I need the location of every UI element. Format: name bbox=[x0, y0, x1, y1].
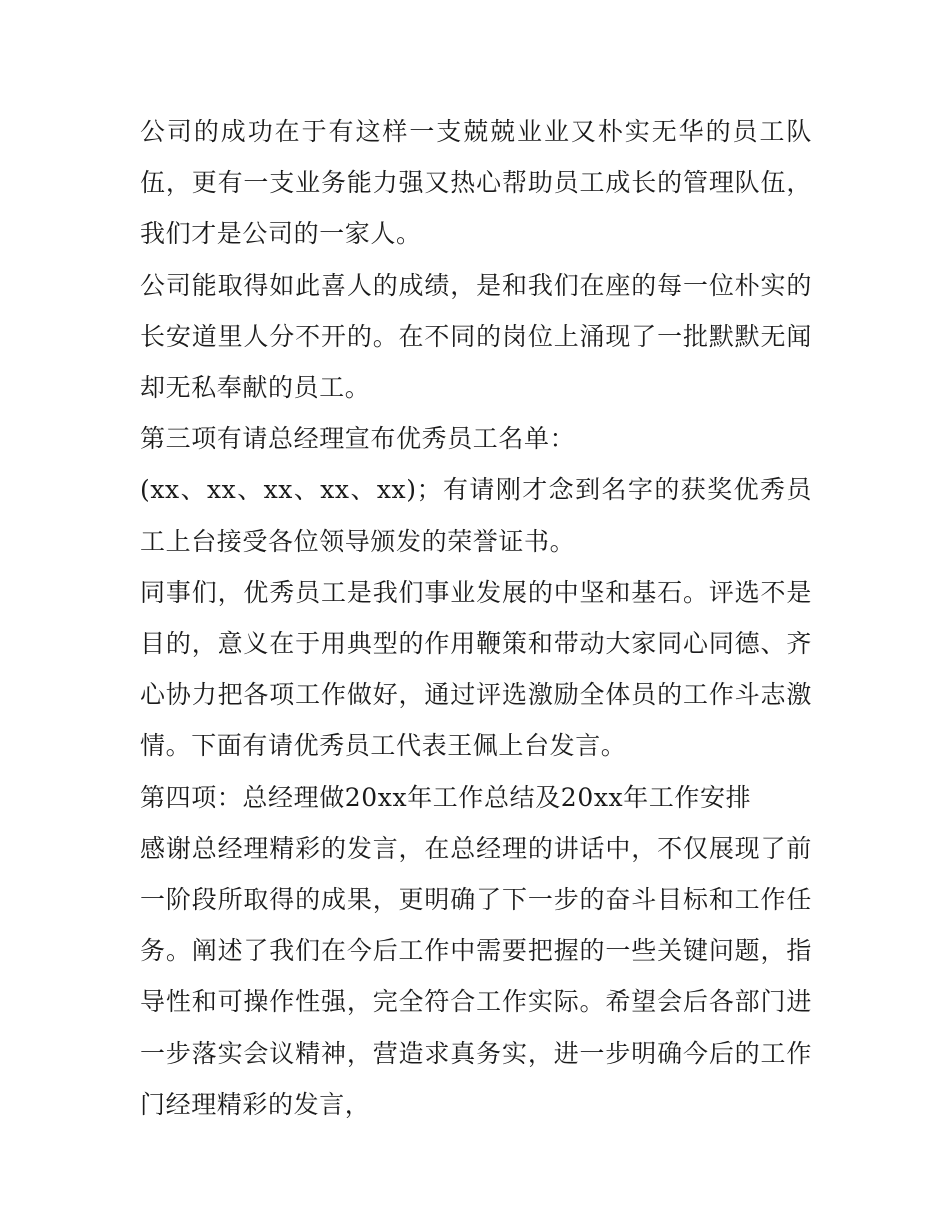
paragraph-item-three: 第三项有请总经理宣布优秀员工名单： bbox=[140, 424, 576, 454]
paragraph-item-four: 第四项：总经理做20xx年工作总结及20xx年工作安排 bbox=[140, 782, 752, 812]
document-body bbox=[140, 106, 812, 1130]
paragraph-award-list: (xx、xx、xx、xx、xx)；有请刚才念到名字的获奖优秀员工上台接受各位领导颁发的荣誉证书。 bbox=[140, 475, 812, 556]
paragraph-company-achievement: 公司能取得如此喜人的成绩，是和我们在座的每一位朴实的长安道里人分不开的。在不同的岗位上涌现了一批默默无闻却无私奉献的员工。 bbox=[140, 270, 812, 403]
paragraph-company-success: 公司的成功在于有这样一支兢兢业业又朴实无华的员工队伍，更有一支业务能力强又热心帮助员工成长的管理队伍，我们才是公司的一家人。 bbox=[140, 117, 812, 249]
paragraph-outstanding-staff: 同事们，优秀员工是我们事业发展的中坚和基石。评选不是目的，意义在于用典型的作用鞭策和带动大家同心同德、齐心协力把各项工作做好，通过评选激励全体员的工作斗志激情。下面有请优秀员工代表王佩上台发言。 bbox=[140, 577, 812, 761]
paragraph-thanks-speech: 感谢总经理精彩的发言，在总经理的讲话中，不仅展现了前一阶段所取得的成果，更明确了下一步的奋斗目标和工作任务。阐述了我们在今后工作中需要把握的一些关键问题，指导性和可操作性强，完全符合工作实际。希望会后各部门进一步落实会议精神，营造求真务实，进一步明确今后的工作门经理精彩的发言， bbox=[140, 833, 812, 1119]
